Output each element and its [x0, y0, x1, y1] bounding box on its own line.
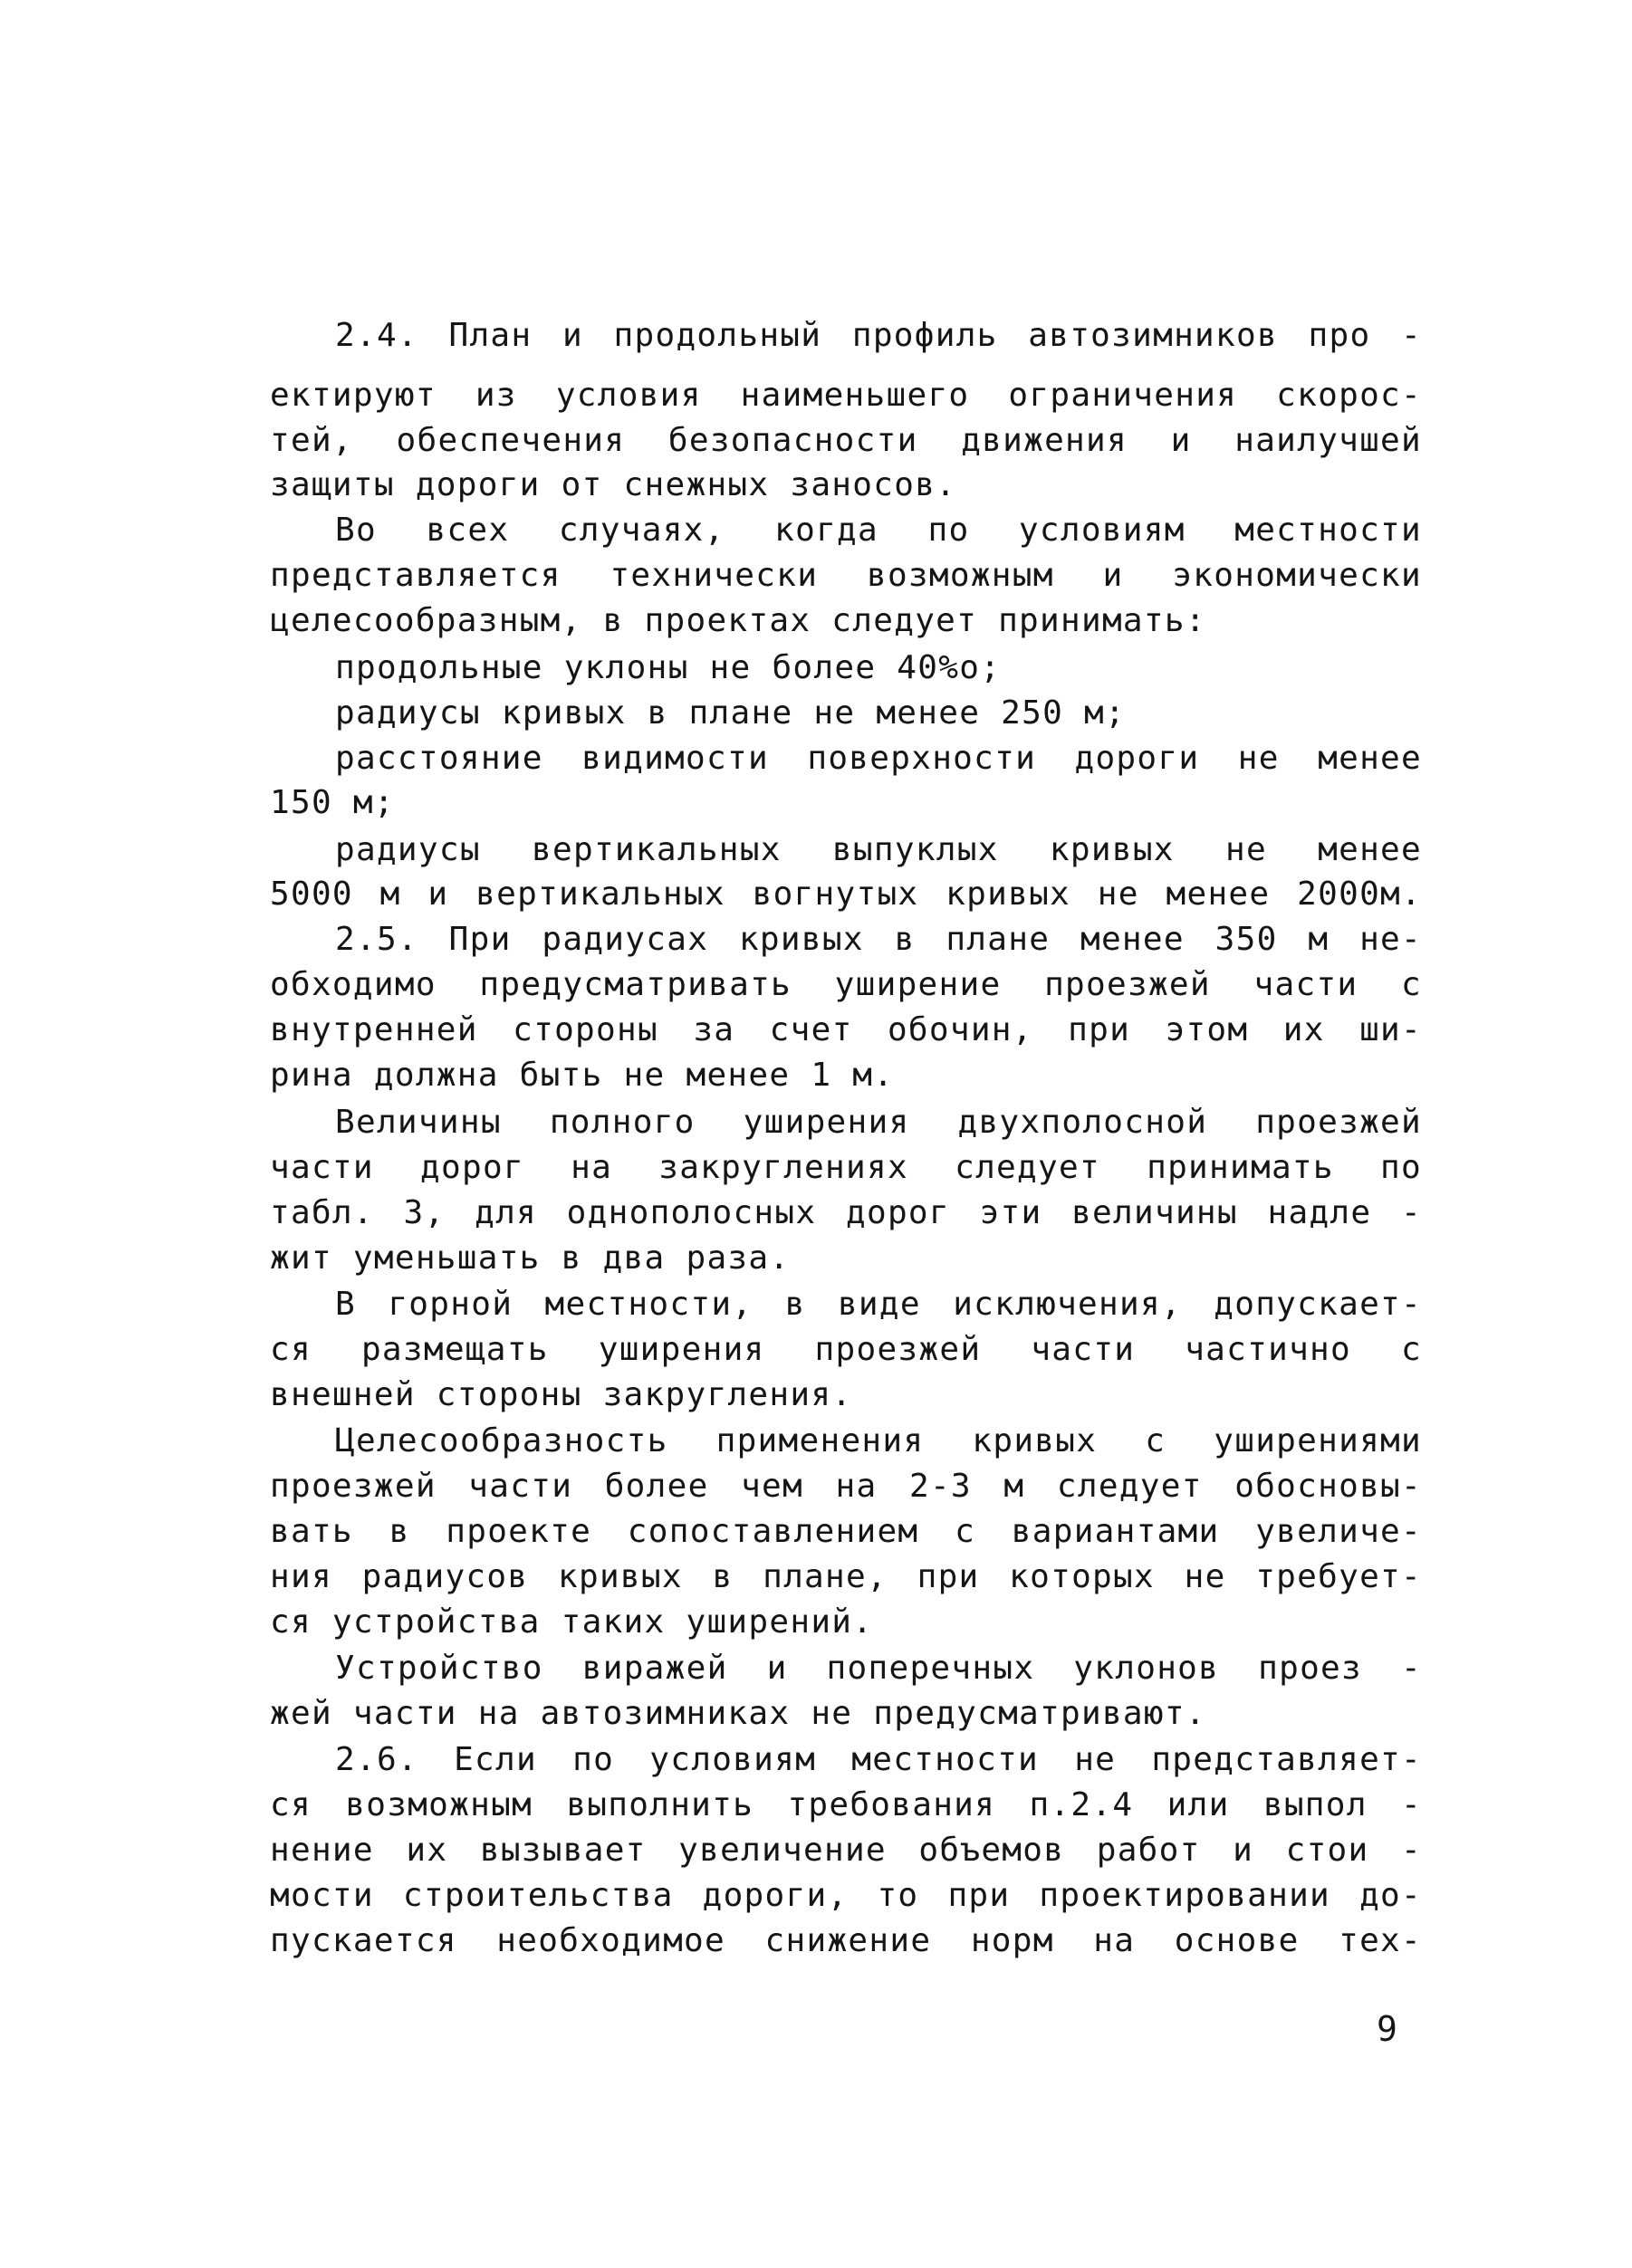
- text-line: Величины полного уширения двухполосной проезжей: [335, 1104, 1422, 1141]
- text-line: представляется технически возможным и экономически: [270, 557, 1422, 594]
- text-line: нение их вызывает увеличение объемов работ и стои -: [270, 1832, 1422, 1869]
- text-line: 150 м;: [270, 784, 395, 821]
- text-line: внешней стороны закругления.: [270, 1376, 853, 1413]
- text-line: 2.4. План и продольный профиль автозимников про -: [335, 317, 1422, 354]
- text-line: пускается необходимое снижение норм на основе тех-: [270, 1922, 1422, 1959]
- text-line: ся возможным выполнить требования п.2.4 или выпол -: [270, 1786, 1422, 1823]
- text-line: тей, обеспечения безопасности движения и наилучшей: [270, 422, 1422, 459]
- text-line: 2.6. Если по условиям местности не представляет-: [335, 1741, 1422, 1778]
- text-line: защиты дороги от снежных заносов.: [270, 466, 957, 503]
- text-line: продольные уклоны не более 40%о;: [335, 649, 1002, 686]
- text-line: рина должна быть не менее 1 м.: [270, 1057, 895, 1094]
- text-line: проезжей части более чем на 2-3 м следует обосновы-: [270, 1468, 1422, 1505]
- text-line: расстояние видимости поверхности дороги не менее: [335, 740, 1422, 777]
- text-line: внутренней стороны за счет обочин, при этом их ши-: [270, 1011, 1422, 1048]
- text-line: табл. 3, для однополосных дорог эти величины надле -: [270, 1194, 1422, 1231]
- text-line: вать в проекте сопоставлением с вариантами увеличе-: [270, 1513, 1422, 1550]
- text-line: мости строительства дороги, то при проектировании до-: [270, 1877, 1422, 1914]
- page-number: 9: [1377, 2009, 1398, 2049]
- text-line: части дорог на закруглениях следует принимать по: [270, 1149, 1422, 1186]
- text-line: Целесообразность применения кривых с уширениями: [335, 1422, 1422, 1459]
- text-line: ектируют из условия наименьшего ограничения скорос-: [270, 377, 1422, 414]
- text-line: жит уменьшать в два раза.: [270, 1239, 791, 1277]
- text-line: ся устройства таких уширений.: [270, 1603, 874, 1641]
- text-line: жей части на автозимниках не предусматривают.: [270, 1695, 1206, 1732]
- text-line: 2.5. При радиусах кривых в плане менее 350 м не-: [335, 921, 1422, 958]
- text-line: радиусы кривых в плане не менее 250 м;: [335, 694, 1127, 732]
- text-line: ся размещать уширения проезжей части частично с: [270, 1331, 1422, 1368]
- text-line: В горной местности, в виде исключения, допускает-: [335, 1286, 1422, 1323]
- text-line: обходимо предусматривать уширение проезжей части с: [270, 966, 1422, 1003]
- text-line: целесообразным, в проектах следует принимать:: [270, 602, 1206, 639]
- text-line: Устройство виражей и поперечных уклонов проез -: [335, 1650, 1422, 1687]
- text-line: 5000 м и вертикальных вогнутых кривых не менее 2000м.: [270, 876, 1422, 913]
- text-line: ния радиусов кривых в плане, при которых не требует-: [270, 1558, 1422, 1595]
- text-line: радиусы вертикальных выпуклых кривых не менее: [335, 831, 1422, 868]
- text-line: Во всех случаях, когда по условиям местности: [335, 512, 1422, 549]
